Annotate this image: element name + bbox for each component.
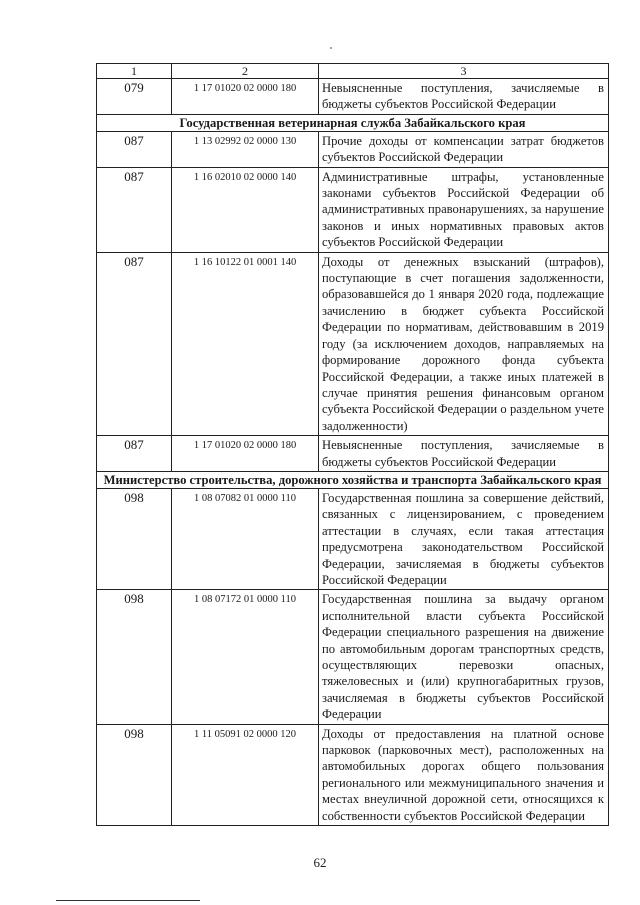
- description-cell: Невыясненные поступления, зачисляемые в бюджеты субъектов Российской Федерации: [319, 436, 609, 472]
- section-title: Государственная ветеринарная служба Забайкальского края: [97, 114, 609, 131]
- table-row: [97, 590, 609, 724]
- admin-code-cell: 087: [97, 436, 172, 472]
- admin-code-cell: 098: [97, 590, 172, 724]
- header-col-1: 1: [97, 64, 172, 79]
- admin-code-cell: 087: [97, 252, 172, 435]
- table-row: [97, 724, 609, 825]
- table-row: [97, 167, 609, 252]
- description-cell: Прочие доходы от компенсации затрат бюджетов субъектов Российской Федерации: [319, 131, 609, 167]
- description-cell: Невыясненные поступления, зачисляемые в бюджеты субъектов Российской Федерации: [319, 79, 609, 115]
- page-number: 62: [313, 855, 327, 870]
- section-row: [97, 471, 609, 488]
- table-row: [97, 131, 609, 167]
- section-title: Министерство строительства, дорожного хозяйства и транспорта Забайкальского края: [97, 471, 609, 488]
- scan-speck: [330, 47, 332, 49]
- footnote-rule: [56, 900, 200, 901]
- admin-code-cell: 079: [97, 79, 172, 115]
- description-cell: Административные штрафы, установленные законами субъектов Российской Федерации об административных правонарушениях, за нарушение законов и иных нормативных правовых актов субъектов Российской Федерации: [319, 167, 609, 252]
- budget-code-cell: 1 08 07172 01 0000 110: [172, 590, 319, 724]
- section-row: [97, 114, 609, 131]
- budget-code-cell: 1 16 02010 02 0000 140: [172, 167, 319, 252]
- table-row: [97, 252, 609, 435]
- header-col-2: 2: [172, 64, 319, 79]
- description-cell: Доходы от денежных взысканий (штрафов), поступающие в счет погашения задолженности, образовавшейся до 1 января 2020 года, подлежащие зачислению в бюджет субъекта Российской Федерации по нормативам, действовавшим в 2019 году (за исключением доходов, направляемых на формирование дорожного фонда субъекта Российской Федерации, а также иных платежей в случае принятия решения финансовым органом субъекта Российской Федерации о раздельном учете задолженности): [319, 252, 609, 435]
- header-col-3: 3: [319, 64, 609, 79]
- budget-code-cell: 1 13 02992 02 0000 130: [172, 131, 319, 167]
- table-header-row: [97, 64, 609, 79]
- description-cell: Государственная пошлина за выдачу органом исполнительной власти субъекта Российской Федерации специального разрешения на движение по автомобильным дорогам транспортных средств, осуществляющих перевозки опасных, тяжеловесных и (или) крупногабаритных грузов, зачисляемая в бюджеты субъектов Российской Федерации: [319, 590, 609, 724]
- budget-code-cell: 1 08 07082 01 0000 110: [172, 488, 319, 589]
- table-row: [97, 488, 609, 589]
- admin-code-cell: 087: [97, 167, 172, 252]
- revenue-codes-table: [96, 63, 609, 826]
- admin-code-cell: 098: [97, 488, 172, 589]
- table-row: [97, 436, 609, 472]
- budget-code-cell: 1 17 01020 02 0000 180: [172, 436, 319, 472]
- description-cell: Доходы от предоставления на платной основе парковок (парковочных мест), расположенных на автомобильных дорогах общего пользования регионального или межмуниципального значения и местах внеуличной дорожной сети, относящихся к собственности субъектов Российской Федерации: [319, 724, 609, 825]
- budget-code-cell: 1 16 10122 01 0001 140: [172, 252, 319, 435]
- admin-code-cell: 098: [97, 724, 172, 825]
- table-row: [97, 79, 609, 115]
- description-cell: Государственная пошлина за совершение действий, связанных с лицензированием, с проведением аттестации в случаях, если такая аттестация предусмотрена законодательством Российской Федерации, зачисляемая в бюджеты субъектов Российской Федерации: [319, 488, 609, 589]
- admin-code-cell: 087: [97, 131, 172, 167]
- budget-code-cell: 1 11 05091 02 0000 120: [172, 724, 319, 825]
- budget-code-cell: 1 17 01020 02 0000 180: [172, 79, 319, 115]
